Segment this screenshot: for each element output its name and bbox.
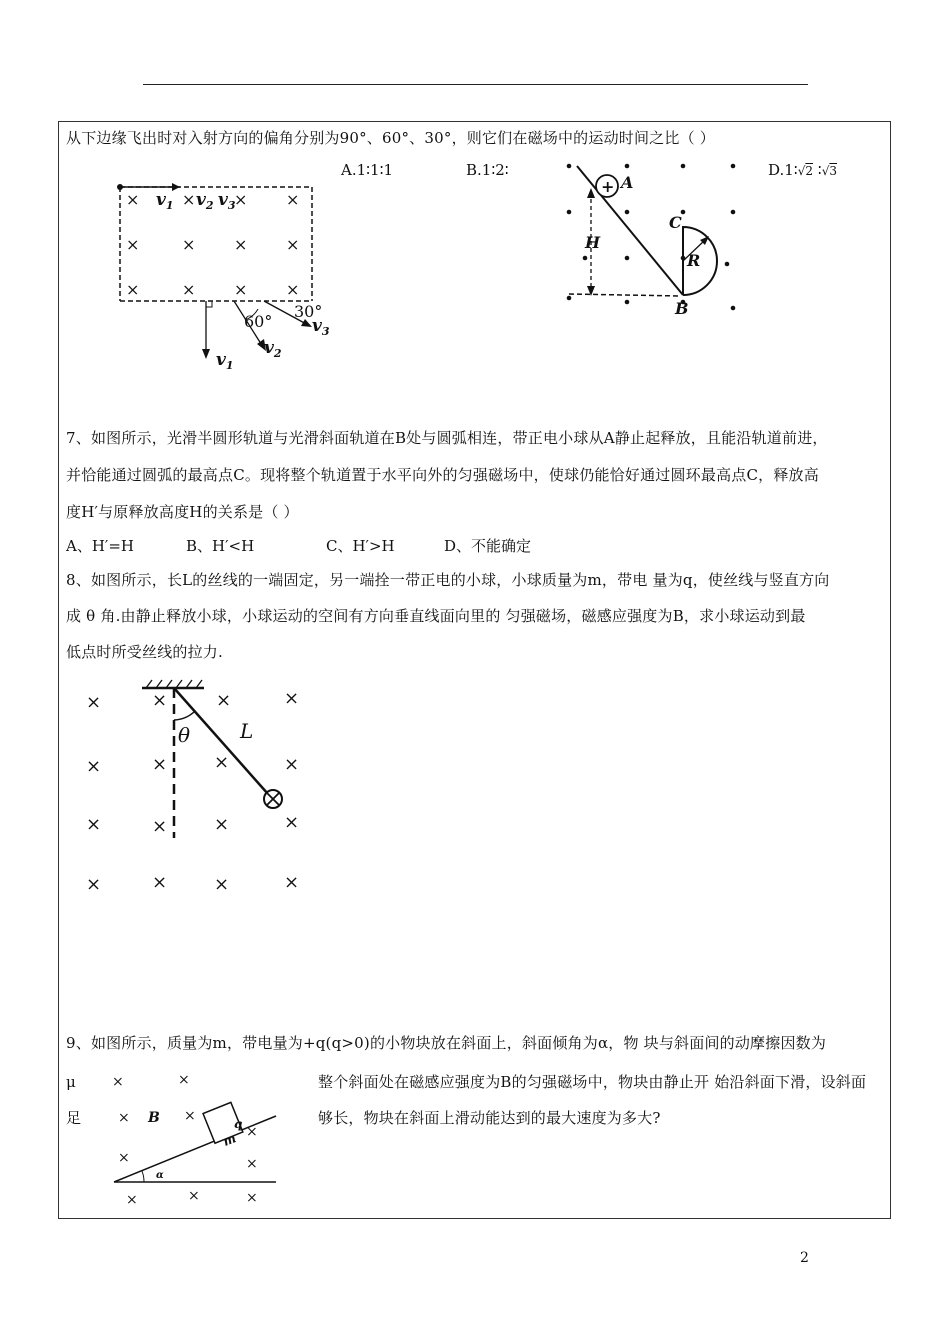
field-cross: × — [188, 1188, 200, 1204]
field-cross: × — [246, 1190, 258, 1206]
field-cross: × — [214, 814, 230, 835]
q7-line-2: 并恰能通过圆弧的最高点C。现将整个轨道置于水平向外的匀强磁场中，使球仍能恰好通过圆环最高点C，释放高 — [66, 466, 819, 484]
q9-line-1: 9、如图所示，质量为m，带电量为+q(q>0)的小物块放在斜面上，斜面倾角为α，物 块与斜面间的动摩擦因数为 — [66, 1034, 827, 1052]
field-b-label: B — [148, 1110, 160, 1126]
field-cross: × — [152, 816, 168, 837]
field-cross: × — [184, 1108, 196, 1124]
q8-line-3: 低点时所受丝线的拉力. — [66, 643, 223, 661]
q6-option-b: B.1∶2∶ — [466, 161, 509, 179]
field-cross: × — [152, 754, 168, 775]
field-cross: × — [286, 235, 300, 254]
field-cross: × — [126, 280, 140, 299]
field-cross: × — [86, 814, 102, 835]
field-cross: × — [182, 190, 196, 209]
field-cross: × — [246, 1124, 258, 1140]
height-h-label: H — [585, 233, 601, 252]
field-cross: × — [216, 690, 232, 711]
field-cross: × — [234, 280, 248, 299]
v3-out-label: $v_3$ — [312, 316, 330, 338]
theta-label: θ — [178, 723, 191, 747]
mass-m-label: m — [221, 1131, 239, 1149]
q7-option-d: D、不能确定 — [444, 537, 532, 555]
q6-figure — [100, 175, 360, 375]
field-cross: × — [286, 190, 300, 209]
field-cross: × — [234, 190, 248, 209]
field-cross: × — [118, 1150, 130, 1166]
point-a-label: A — [621, 173, 634, 192]
field-cross: × — [152, 872, 168, 893]
angle-30-label: 30° — [294, 302, 323, 321]
radius-r-label: R — [687, 251, 701, 270]
q7-option-a: A、H′=H — [66, 537, 134, 555]
v2-out-label: $v_2$ — [264, 338, 282, 360]
positive-charge-label: + — [601, 177, 615, 196]
q7-figure — [555, 152, 755, 322]
v3-label: $v_3$ — [218, 190, 236, 212]
field-cross: × — [86, 756, 102, 777]
q9-line-2: 整个斜面处在磁感应强度为B的匀强磁场中，物块由静止开 始沿斜面下滑，设斜面 — [318, 1073, 867, 1091]
field-cross: × — [284, 872, 300, 893]
q6-option-d: D.1∶√2 ∶√3 — [768, 161, 837, 179]
field-cross: × — [86, 874, 102, 895]
header-rule — [143, 84, 808, 85]
field-cross: × — [286, 280, 300, 299]
field-cross: × — [182, 235, 196, 254]
charge-q-label: q — [234, 1117, 243, 1131]
v1-label: $v_1$ — [156, 190, 174, 212]
length-l-label: L — [240, 719, 254, 743]
field-cross: × — [246, 1156, 258, 1172]
field-cross: × — [126, 1192, 138, 1208]
q8-figure — [80, 676, 320, 896]
angle-alpha-label: α — [156, 1170, 164, 1181]
field-cross: × — [284, 688, 300, 709]
point-b-label: B — [675, 299, 689, 318]
q7-line-1: 7、如图所示，光滑半圆形轨道与光滑斜面轨道在B处与圆弧相连，带正电小球从A静止起释放，且能沿轨道前进， — [66, 429, 828, 447]
field-cross: × — [284, 812, 300, 833]
field-cross: × — [118, 1110, 130, 1126]
field-cross: × — [126, 190, 140, 209]
q9-line-3: 够长，物块在斜面上滑动能达到的最大速度为多大? — [318, 1109, 661, 1127]
field-cross: × — [112, 1074, 124, 1090]
q8-line-1: 8、如图所示，长L的丝线的一端固定，另一端拴一带正电的小球，小球质量为m，带电 量为q，使丝线与竖直方向 — [66, 571, 830, 589]
field-cross: × — [234, 235, 248, 254]
q8-line-2: 成 θ 角.由静止释放小球，小球运动的空间有方向垂直线面向里的 匀强磁场，磁感应强度为B，求小球运动到最 — [66, 607, 806, 625]
q6-option-a: A.1∶1∶1 — [341, 161, 394, 179]
q7-line-3: 度H′与原释放高度H的关系是（ ） — [66, 503, 299, 521]
angle-60-label: 60° — [244, 312, 273, 331]
page-number: 2 — [800, 1250, 809, 1266]
v2-label: $v_2$ — [196, 190, 214, 212]
field-cross: × — [178, 1072, 190, 1088]
q9-zu: 足 — [66, 1109, 82, 1127]
point-c-label: C — [669, 213, 682, 232]
q9-figure — [100, 1066, 282, 1222]
field-cross: × — [126, 235, 140, 254]
field-cross: × — [214, 752, 230, 773]
field-cross: × — [214, 874, 230, 895]
q7-option-c: C、H′>H — [326, 537, 395, 555]
v1-out-label: $v_1$ — [216, 350, 234, 372]
field-cross: × — [284, 754, 300, 775]
q9-mu: μ — [66, 1073, 76, 1091]
q7-option-b: B、H′<H — [186, 537, 255, 555]
field-cross: × — [152, 690, 168, 711]
field-cross: × — [182, 280, 196, 299]
field-cross: × — [86, 692, 102, 713]
q6-stem: 从下边缘飞出时对入射方向的偏角分别为90°、60°、30°，则它们在磁场中的运动时间之比（ ） — [66, 129, 715, 147]
